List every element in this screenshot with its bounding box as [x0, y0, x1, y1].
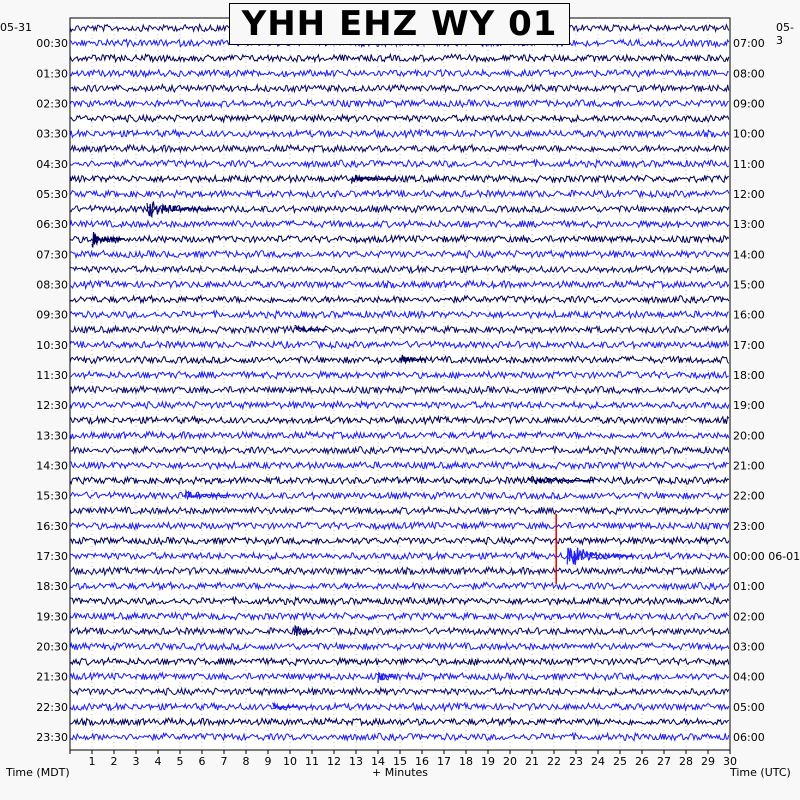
x-tick-label: 16: [415, 755, 429, 768]
left-axis-title: Time (MDT): [6, 766, 70, 779]
x-tick-label: 19: [481, 755, 495, 768]
x-tick-label: 8: [242, 755, 250, 768]
right-start-date: 05-3: [776, 21, 794, 47]
x-tick-label: 22: [547, 755, 561, 768]
left-time-axis: [36, 37, 68, 744]
left-hour-label: 13:30: [36, 429, 68, 443]
right-hour-label: 04:00: [733, 670, 765, 684]
left-hour-label: 05:30: [36, 187, 68, 201]
x-tick-label: 25: [613, 755, 627, 768]
x-tick-label: 14: [371, 755, 385, 768]
x-tick-label: 6: [198, 755, 206, 768]
left-hour-label: 18:30: [36, 580, 68, 594]
x-tick-label: 15: [393, 755, 407, 768]
left-start-date: 05-31: [0, 21, 32, 34]
right-time-axis: [733, 37, 800, 744]
right-hour-label: 11:00: [733, 157, 765, 171]
left-hour-label: 07:30: [36, 248, 68, 262]
left-hour-label: 14:30: [36, 459, 68, 473]
right-hour-label: 21:00: [733, 459, 765, 473]
left-hour-label: 00:30: [36, 37, 68, 51]
x-tick-label: 26: [635, 755, 649, 768]
right-hour-label: 15:00: [733, 278, 765, 292]
left-hour-label: 17:30: [36, 549, 68, 563]
left-hour-label: 11:30: [36, 368, 68, 382]
left-hour-label: 19:30: [36, 610, 68, 624]
x-tick-label: 2: [110, 755, 118, 768]
x-tick-label: 7: [220, 755, 228, 768]
right-hour-label: 16:00: [733, 308, 765, 322]
left-hour-label: 08:30: [36, 278, 68, 292]
x-tick-label: 18: [459, 755, 473, 768]
x-tick-label: 4: [154, 755, 162, 768]
right-hour-label: 08:00: [733, 67, 765, 81]
left-hour-label: 03:30: [36, 127, 68, 141]
right-hour-label: 06:00: [733, 730, 765, 744]
right-hour-label: 12:00: [733, 187, 765, 201]
right-hour-label: 01:00: [733, 580, 765, 594]
right-hour-label: 13:00: [733, 218, 765, 232]
right-hour-label: 00:00 06-01: [733, 549, 800, 563]
right-hour-label: 14:00: [733, 248, 765, 262]
x-tick-label: 9: [264, 755, 272, 768]
right-hour-label: 18:00: [733, 368, 765, 382]
left-hour-label: 21:30: [36, 670, 68, 684]
left-hour-label: 16:30: [36, 519, 68, 533]
left-hour-label: 06:30: [36, 218, 68, 232]
right-hour-label: 02:00: [733, 610, 765, 624]
x-tick-label: 29: [701, 755, 715, 768]
left-hour-label: 01:30: [36, 67, 68, 81]
left-hour-label: 04:30: [36, 157, 68, 171]
x-tick-label: 17: [437, 755, 451, 768]
x-tick-label: 24: [591, 755, 605, 768]
x-tick-label: 5: [176, 755, 184, 768]
left-hour-label: 10:30: [36, 338, 68, 352]
left-hour-label: 20:30: [36, 640, 68, 654]
x-tick-label: 13: [349, 755, 363, 768]
right-hour-label: 10:00: [733, 127, 765, 141]
x-tick-label: 11: [305, 755, 319, 768]
x-tick-label: 21: [525, 755, 539, 768]
right-hour-label: 07:00: [733, 37, 765, 51]
left-hour-label: 23:30: [36, 730, 68, 744]
x-tick-label: 1: [88, 755, 96, 768]
right-hour-label: 05:00: [733, 700, 765, 714]
left-hour-label: 02:30: [36, 97, 68, 111]
plot-background: [70, 18, 730, 750]
right-hour-label: 20:00: [733, 429, 765, 443]
x-tick-label: 28: [679, 755, 693, 768]
right-axis-title: Time (UTC): [730, 766, 791, 779]
left-hour-label: 22:30: [36, 700, 68, 714]
x-axis-title: + Minutes: [372, 766, 429, 779]
x-tick-label: 10: [283, 755, 297, 768]
right-hour-label: 17:00: [733, 338, 765, 352]
chart-title: YHH EHZ WY 01: [229, 3, 570, 45]
right-hour-label: 23:00: [733, 519, 765, 533]
right-hour-label: 19:00: [733, 399, 765, 413]
x-tick-label: 3: [132, 755, 140, 768]
left-hour-label: 12:30: [36, 399, 68, 413]
x-tick-label: 20: [503, 755, 517, 768]
x-tick-label: 30: [723, 755, 737, 768]
right-hour-label: 09:00: [733, 97, 765, 111]
left-hour-label: 09:30: [36, 308, 68, 322]
left-hour-label: 15:30: [36, 489, 68, 503]
x-tick-label: 23: [569, 755, 583, 768]
x-tick-label: 27: [657, 755, 671, 768]
x-tick-label: 12: [327, 755, 341, 768]
right-hour-label: 03:00: [733, 640, 765, 654]
right-hour-label: 22:00: [733, 489, 765, 503]
